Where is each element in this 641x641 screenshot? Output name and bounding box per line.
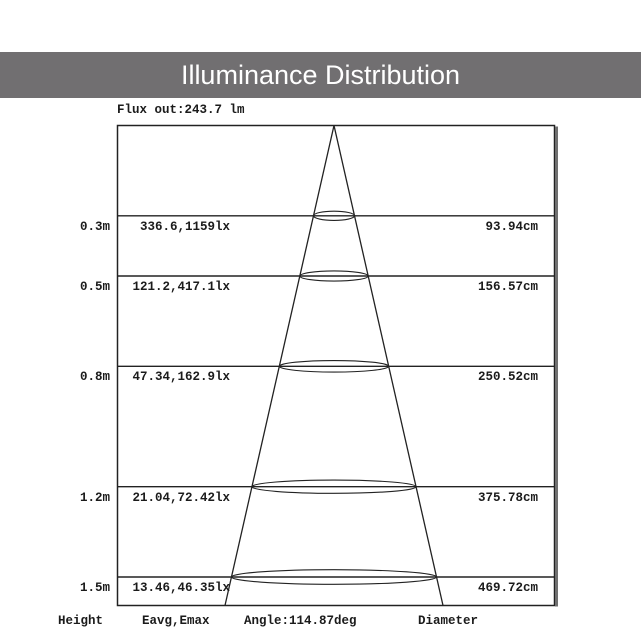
height-value: 1.2m <box>79 490 110 505</box>
height-value: 0.5m <box>79 280 110 294</box>
footer-height-label: Height <box>58 614 104 628</box>
height-value: 1.5m <box>79 581 110 595</box>
chart-frame <box>118 126 555 606</box>
footer-beam-angle-label: Angle:114.87deg <box>244 614 357 628</box>
eavg-emax-value: 121.2,417.1lx <box>132 280 230 294</box>
page-title: Illuminance Distribution <box>180 60 461 90</box>
flux-out-label: Flux out:243.7 lm <box>117 103 245 117</box>
cone-left-edge <box>225 126 334 606</box>
diameter-value: 250.52cm <box>477 370 538 385</box>
eavg-emax-value: 47.34,162.9lx <box>132 370 230 385</box>
diameter-value: 156.57cm <box>477 280 538 294</box>
eavg-emax-value: 21.04,72.42lx <box>132 490 230 505</box>
footer-eavg-emax-label: Eavg,Emax <box>142 614 210 628</box>
height-value: 0.3m <box>79 219 110 234</box>
eavg-emax-value: 336.6,1159lx <box>139 219 230 234</box>
height-value: 0.8m <box>79 370 110 385</box>
diameter-value: 469.72cm <box>477 581 538 595</box>
footer-diameter-label: Diameter <box>418 614 479 628</box>
eavg-emax-value: 13.46,46.35lx <box>132 581 230 595</box>
diameter-value: 375.78cm <box>477 490 538 505</box>
diameter-value: 93.94cm <box>485 219 538 234</box>
cone-right-edge <box>334 126 443 606</box>
